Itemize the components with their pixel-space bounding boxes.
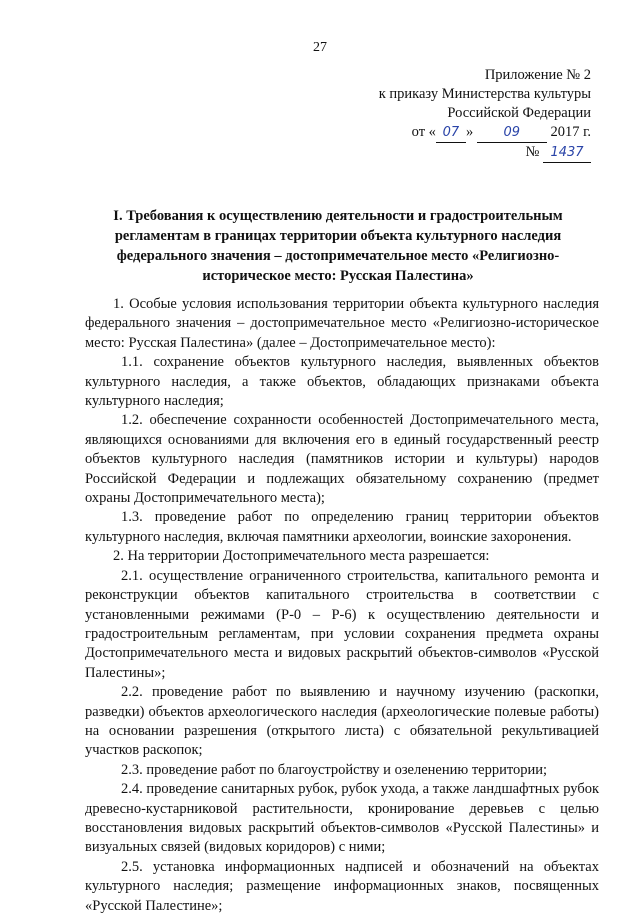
- number-prefix: №: [525, 144, 540, 160]
- body-text: [85, 295, 599, 916]
- appendix-block: [379, 66, 591, 163]
- paragraph-2: 2. На территории Достопримечательного места разрешается:: [113, 548, 490, 565]
- paragraph-1-1: 1.1. сохранение объектов культурного наследия, выявленных объектов культурного наследия, а также объектов, обладающих признаками объекта культурного наследия;: [85, 354, 599, 410]
- appendix-title: Приложение № 2: [484, 67, 591, 83]
- date-mid: »: [465, 124, 474, 140]
- paragraph-1-3: 1.3. проведение работ по определению границ территории объектов культурного наследия, включая памятники археологии, воинские захоронения.: [85, 509, 599, 545]
- number-handwritten: 1437: [543, 143, 591, 163]
- appendix-number: [379, 143, 591, 163]
- date-day-handwritten: 07: [436, 123, 466, 143]
- date-year: 2017 г.: [550, 124, 591, 140]
- page-number: 27: [313, 40, 327, 55]
- date-prefix: от «: [411, 124, 436, 140]
- paragraph-1-2: 1.2. обеспечение сохранности особенностей Достопримечательного места, являющихся основаниями для включения его в единый государственный реестр объектов культурного наследия (памятников истории и культуры) народов Российской Федерации и подлежащих обязательному сохранению (предмет охраны Достопримечательного места);: [85, 412, 599, 507]
- paragraph-2-4: 2.4. проведение санитарных рубок, рубок ухода, а также ландшафтных рубок древесно-кустарниковой растительности, кронирование деревьев с целью восстановления видовых раскрытий объектов-символов «Русской Палестины» и визуальных связей (видовых коридоров) с ними;: [85, 781, 599, 856]
- appendix-order: к приказу Министерства культуры: [378, 86, 591, 102]
- paragraph-2-2: 2.2. проведение работ по выявлению и научному изучению (раскопки, разведки) объектов археологического наследия (археологические полевые работы) на основании разрешения (открытого листа) с обязательной рекультивацией участков раскопок;: [85, 684, 599, 759]
- section-heading: I. Требования к осуществлению деятельности и градостроительным регламентам в границах территории объекта культурного наследия федерального значения – достопримечательное место «Религиозно-историческое место: Русская Палестина»: [113, 208, 563, 284]
- paragraph-2-1: 2.1. осуществление ограниченного строительства, капитального ремонта и реконструкции объектов капитального строительства в соответствии с установленными режимами (Р-0 – Р-6) к осуществлению деятельности и градостроительным регламентам, при условии сохранения предмета охраны Достопримечательного места и видовых раскрытий объектов-символов «Русской Палестины»;: [85, 567, 599, 681]
- appendix-ministry: Российской Федерации: [447, 105, 591, 121]
- appendix-date: [379, 123, 591, 143]
- paragraph-2-3: 2.3. проведение работ по благоустройству и озеленению территории;: [121, 761, 548, 778]
- paragraph-1: 1. Особые условия использования территории объекта культурного наследия федерального значения – достопримечательное место «Религиозно-историческое место: Русская Палестина» (далее – Достопримечательное место):: [85, 296, 599, 351]
- date-month-handwritten: 09: [477, 123, 547, 143]
- paragraph-2-5: 2.5. установка информационных надписей и обозначений на объектах культурного наследия; размещение информационных знаков, посвященных «Русской Палестине»;: [85, 858, 599, 914]
